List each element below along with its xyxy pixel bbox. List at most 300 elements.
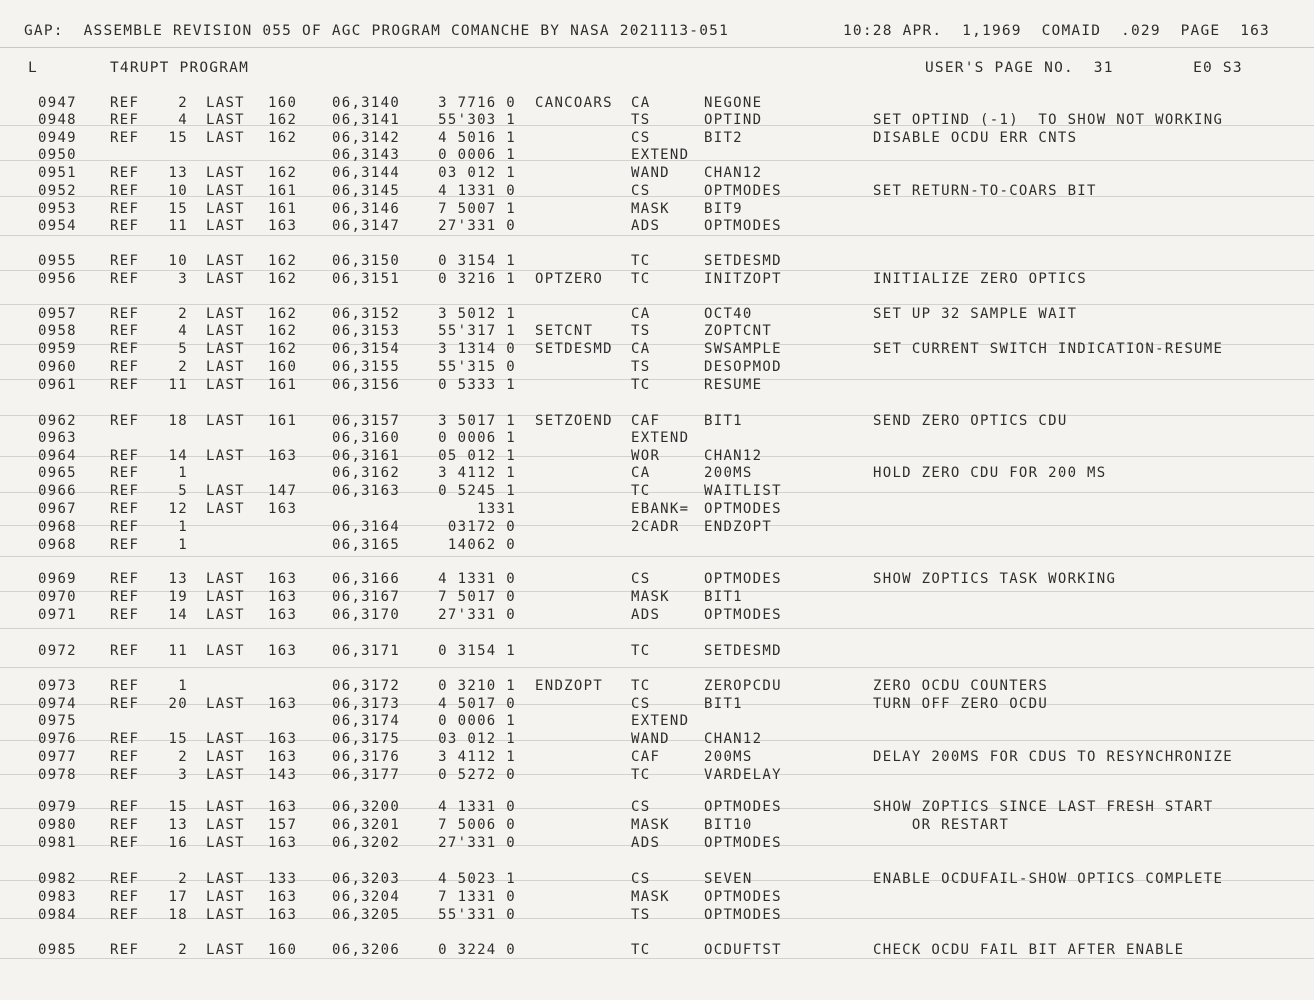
last-page: 162 [268,323,298,339]
ref-count: 15 [168,130,188,146]
bank-address: 06,3201 [332,817,401,833]
bank-address: 06,3154 [332,341,401,357]
operand: BIT9 [704,201,743,217]
last-keyword: LAST [206,112,245,128]
ref-keyword: REF [110,323,140,339]
sequence-number: 0963 [38,430,77,446]
listing-row [0,589,1314,607]
ref-keyword: REF [110,871,140,887]
opcode: CS [631,571,651,587]
last-keyword: LAST [206,483,245,499]
last-keyword: LAST [206,767,245,783]
last-keyword: LAST [206,817,245,833]
ref-count: 2 [178,306,188,322]
bank-address: 06,3142 [332,130,401,146]
octal-word: 27'331 0 [438,607,516,623]
ref-count: 18 [168,907,188,923]
last-keyword: LAST [206,341,245,357]
last-page: 162 [268,341,298,357]
ref-keyword: REF [110,767,140,783]
sequence-number: 0958 [38,323,77,339]
ref-count: 13 [168,165,188,181]
ref-keyword: REF [110,501,140,517]
ref-count: 14 [168,448,188,464]
listing-row [0,165,1314,183]
sequence-number: 0969 [38,571,77,587]
ref-keyword: REF [110,607,140,623]
bank-address: 06,3165 [332,537,401,553]
opcode: ADS [631,835,661,851]
listing-row [0,537,1314,555]
bank-address: 06,3144 [332,165,401,181]
operand: BIT1 [704,413,743,429]
last-keyword: LAST [206,253,245,269]
opcode: MASK [631,201,670,217]
sequence-number: 0962 [38,413,77,429]
last-keyword: LAST [206,799,245,815]
last-page: 163 [268,218,298,234]
ref-keyword: REF [110,359,140,375]
listing-row [0,253,1314,271]
bank-address: 06,3205 [332,907,401,923]
comment: ZERO OCDU COUNTERS [873,678,1049,694]
sequence-number: 0980 [38,817,77,833]
bank-address: 06,3164 [332,519,401,535]
label: CANCOARS [535,95,613,111]
sequence-number: 0950 [38,147,77,163]
listing-row [0,413,1314,431]
sequence-number: 0957 [38,306,77,322]
operand: OCT40 [704,306,753,322]
operand: CHAN12 [704,165,763,181]
opcode: CS [631,130,651,146]
ref-keyword: REF [110,678,140,694]
comment: CHECK OCDU FAIL BIT AFTER ENABLE [873,942,1185,958]
ref-keyword: REF [110,589,140,605]
last-page: 163 [268,589,298,605]
ref-keyword: REF [110,537,140,553]
sequence-number: 0981 [38,835,77,851]
ref-keyword: REF [110,749,140,765]
operand: ZEROPCDU [704,678,782,694]
opcode: TC [631,271,651,287]
ref-count: 2 [178,871,188,887]
last-keyword: LAST [206,448,245,464]
operand: 200MS [704,465,753,481]
operand: ENDZOPT [704,519,773,535]
last-keyword: LAST [206,889,245,905]
operand: SWSAMPLE [704,341,782,357]
opcode: ADS [631,218,661,234]
ref-count: 2 [178,359,188,375]
bank-address: 06,3147 [332,218,401,234]
comment: SHOW ZOPTICS TASK WORKING [873,571,1117,587]
operand: CHAN12 [704,731,763,747]
bank-address: 06,3151 [332,271,401,287]
octal-word: 0 3154 1 [438,253,516,269]
octal-word: 0 3154 1 [438,643,516,659]
label: SETZOEND [535,413,613,429]
ref-keyword: REF [110,696,140,712]
octal-word: 55'331 0 [438,907,516,923]
bank-address: 06,3152 [332,306,401,322]
last-keyword: LAST [206,571,245,587]
ruled-line [0,628,1314,629]
bank-address: 06,3172 [332,678,401,694]
sequence-number: 0947 [38,95,77,111]
octal-word: 4 1331 0 [438,183,516,199]
ref-count: 4 [178,112,188,128]
ref-keyword: REF [110,519,140,535]
bank-address: 06,3174 [332,713,401,729]
last-page: 161 [268,377,298,393]
ref-keyword: REF [110,341,140,357]
opcode: MASK [631,589,670,605]
octal-word: 3 1314 0 [438,341,516,357]
listing-row [0,95,1314,113]
opcode: ADS [631,607,661,623]
last-page: 163 [268,731,298,747]
bank-address: 06,3141 [332,112,401,128]
octal-word: 0 3216 1 [438,271,516,287]
opcode: CS [631,799,651,815]
operand: BIT1 [704,696,743,712]
last-keyword: LAST [206,696,245,712]
last-page: 161 [268,183,298,199]
ref-count: 10 [168,183,188,199]
listing-row [0,571,1314,589]
bank-address: 06,3171 [332,643,401,659]
sequence-number: 0971 [38,607,77,623]
opcode: TC [631,942,651,958]
last-keyword: LAST [206,183,245,199]
octal-word: 14062 0 [447,537,516,553]
operand: OPTMODES [704,889,782,905]
bank-address: 06,3204 [332,889,401,905]
operand: SETDESMD [704,253,782,269]
sequence-number: 0960 [38,359,77,375]
comment: SET RETURN-TO-COARS BIT [873,183,1097,199]
sequence-number: 0977 [38,749,77,765]
ref-keyword: REF [110,306,140,322]
listing-row [0,483,1314,501]
ref-keyword: REF [110,889,140,905]
last-keyword: LAST [206,413,245,429]
bank-address: 06,3160 [332,430,401,446]
ref-keyword: REF [110,271,140,287]
ref-count: 5 [178,341,188,357]
listing-row [0,359,1314,377]
octal-word: 03 012 1 [438,165,516,181]
sequence-number: 0954 [38,218,77,234]
octal-word: 0 3224 0 [438,942,516,958]
opcode: EBANK= [631,501,690,517]
operand: ZOPTCNT [704,323,773,339]
last-page: 162 [268,306,298,322]
last-keyword: LAST [206,323,245,339]
operand: NEGONE [704,95,763,111]
sequence-number: 0967 [38,501,77,517]
header-user-page: USER'S PAGE NO. 31 E0 S3 [925,60,1243,76]
last-page: 162 [268,112,298,128]
ref-keyword: REF [110,448,140,464]
bank-address: 06,3175 [332,731,401,747]
sequence-number: 0956 [38,271,77,287]
comment: DELAY 200MS FOR CDUS TO RESYNCHRONIZE [873,749,1233,765]
octal-word: 7 5007 1 [438,201,516,217]
comment: OR RESTART [873,817,1010,833]
last-page: 163 [268,799,298,815]
opcode: 2CADR [631,519,680,535]
opcode: CA [631,95,651,111]
listing-row [0,448,1314,466]
last-page: 163 [268,643,298,659]
octal-word: 55'317 1 [438,323,516,339]
last-page: 163 [268,501,298,517]
ref-count: 1 [178,519,188,535]
ref-count: 1 [178,465,188,481]
operand: OPTMODES [704,607,782,623]
operand: OPTMODES [704,218,782,234]
octal-word: 27'331 0 [438,218,516,234]
bank-address: 06,3163 [332,483,401,499]
opcode: TC [631,483,651,499]
octal-word: 3 4112 1 [438,465,516,481]
ref-keyword: REF [110,731,140,747]
operand: DESOPMOD [704,359,782,375]
last-page: 162 [268,271,298,287]
sequence-number: 0955 [38,253,77,269]
ref-keyword: REF [110,571,140,587]
ref-count: 12 [168,501,188,517]
octal-word: 05 012 1 [438,448,516,464]
sequence-number: 0975 [38,713,77,729]
last-page: 163 [268,607,298,623]
ref-count: 13 [168,817,188,833]
ref-keyword: REF [110,201,140,217]
octal-word: 0 0006 1 [438,713,516,729]
header-flag: L [28,60,38,76]
operand: VARDELAY [704,767,782,783]
listing-row [0,835,1314,853]
opcode: WOR [631,448,661,464]
octal-word: 03172 0 [447,519,516,535]
label: SETCNT [535,323,594,339]
ref-count: 2 [178,749,188,765]
octal-word: 0 5272 0 [438,767,516,783]
octal-word: 55'303 1 [438,112,516,128]
opcode: CS [631,871,651,887]
sequence-number: 0968 [38,519,77,535]
last-keyword: LAST [206,359,245,375]
opcode: TS [631,112,651,128]
bank-address: 06,3173 [332,696,401,712]
listing-row [0,907,1314,925]
listing-row [0,201,1314,219]
octal-word: 7 5017 0 [438,589,516,605]
ref-keyword: REF [110,483,140,499]
last-page: 160 [268,359,298,375]
last-keyword: LAST [206,942,245,958]
ref-count: 3 [178,767,188,783]
bank-address: 06,3143 [332,147,401,163]
ref-keyword: REF [110,112,140,128]
last-page: 143 [268,767,298,783]
operand: BIT10 [704,817,753,833]
last-keyword: LAST [206,201,245,217]
bank-address: 06,3206 [332,942,401,958]
opcode: CA [631,306,651,322]
operand: OPTMODES [704,183,782,199]
operand: SEVEN [704,871,753,887]
opcode: CAF [631,749,661,765]
listing-row [0,130,1314,148]
sequence-number: 0974 [38,696,77,712]
ref-count: 1 [178,537,188,553]
bank-address: 06,3150 [332,253,401,269]
header-title: GAP: ASSEMBLE REVISION 055 OF AGC PROGRAM COMANCHE BY NASA 2021113-051 [24,23,730,39]
last-keyword: LAST [206,607,245,623]
last-page: 163 [268,907,298,923]
octal-word: 27'331 0 [438,835,516,851]
bank-address: 06,3166 [332,571,401,587]
listing-row [0,323,1314,341]
last-keyword: LAST [206,165,245,181]
opcode: TC [631,678,651,694]
comment: TURN OFF ZERO OCDU [873,696,1049,712]
comment: SET OPTIND (-1) TO SHOW NOT WORKING [873,112,1224,128]
listing-row [0,430,1314,448]
ref-count: 13 [168,571,188,587]
ref-keyword: REF [110,218,140,234]
octal-word: 0 0006 1 [438,430,516,446]
sequence-number: 0952 [38,183,77,199]
opcode: TC [631,643,651,659]
sequence-number: 0961 [38,377,77,393]
last-page: 147 [268,483,298,499]
opcode: TS [631,907,651,923]
bank-address: 06,3153 [332,323,401,339]
sequence-number: 0949 [38,130,77,146]
opcode: EXTEND [631,147,690,163]
opcode: CA [631,465,651,481]
listing-row [0,749,1314,767]
listing-row [0,377,1314,395]
ref-count: 10 [168,253,188,269]
last-keyword: LAST [206,731,245,747]
ref-keyword: REF [110,465,140,481]
ref-count: 11 [168,218,188,234]
sequence-number: 0970 [38,589,77,605]
octal-word: 3 5017 1 [438,413,516,429]
last-page: 162 [268,253,298,269]
last-keyword: LAST [206,589,245,605]
last-page: 162 [268,130,298,146]
octal-word: 0 5245 1 [438,483,516,499]
bank-address: 06,3145 [332,183,401,199]
sequence-number: 0982 [38,871,77,887]
listing-row [0,871,1314,889]
last-keyword: LAST [206,749,245,765]
sequence-number: 0948 [38,112,77,128]
operand: OCDUFTST [704,942,782,958]
opcode: WAND [631,731,670,747]
last-keyword: LAST [206,501,245,517]
octal-word: 4 5016 1 [438,130,516,146]
ref-count: 15 [168,799,188,815]
last-page: 163 [268,696,298,712]
last-page: 163 [268,571,298,587]
opcode: WAND [631,165,670,181]
ref-keyword: REF [110,799,140,815]
ref-keyword: REF [110,817,140,833]
sequence-number: 0984 [38,907,77,923]
ref-keyword: REF [110,95,140,111]
listing-row [0,465,1314,483]
ref-count: 2 [178,942,188,958]
ref-count: 19 [168,589,188,605]
operand: OPTMODES [704,501,782,517]
ref-keyword: REF [110,377,140,393]
sequence-number: 0953 [38,201,77,217]
sequence-number: 0959 [38,341,77,357]
opcode: CS [631,183,651,199]
bank-address: 06,3176 [332,749,401,765]
listing-row [0,817,1314,835]
listing-row [0,112,1314,130]
last-page: 157 [268,817,298,833]
ref-keyword: REF [110,165,140,181]
listing-row [0,306,1314,324]
last-page: 162 [268,165,298,181]
octal-word: 0 3210 1 [438,678,516,694]
sequence-number: 0964 [38,448,77,464]
ref-keyword: REF [110,183,140,199]
sequence-number: 0951 [38,165,77,181]
last-page: 163 [268,749,298,765]
listing-row [0,341,1314,359]
operand: INITZOPT [704,271,782,287]
last-page: 163 [268,889,298,905]
opcode: TC [631,767,651,783]
opcode: CA [631,341,651,357]
opcode: TC [631,377,651,393]
ref-count: 5 [178,483,188,499]
ruled-line [0,556,1314,557]
ref-count: 16 [168,835,188,851]
bank-address: 06,3162 [332,465,401,481]
ref-keyword: REF [110,942,140,958]
ref-keyword: REF [110,253,140,269]
opcode: CAF [631,413,661,429]
listing-row [0,607,1314,625]
operand: OPTMODES [704,907,782,923]
label: OPTZERO [535,271,604,287]
sequence-number: 0978 [38,767,77,783]
listing-row [0,767,1314,785]
last-page: 133 [268,871,298,887]
ref-count: 11 [168,377,188,393]
bank-address: 06,3157 [332,413,401,429]
bank-address: 06,3170 [332,607,401,623]
ruled-line [0,667,1314,668]
last-page: 161 [268,201,298,217]
listing-row [0,942,1314,960]
operand: RESUME [704,377,763,393]
comment: SHOW ZOPTICS SINCE LAST FRESH START [873,799,1214,815]
last-page: 160 [268,95,298,111]
bank-address: 06,3140 [332,95,401,111]
